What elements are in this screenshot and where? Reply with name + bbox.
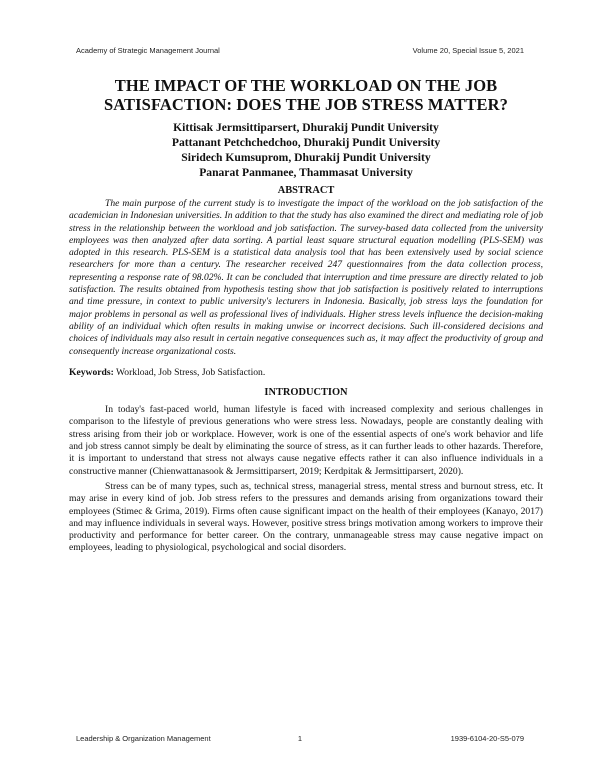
paper-title: THE IMPACT OF THE WORKLOAD ON THE JOB SATISFACTION: DOES THE JOB STRESS MATTER?	[103, 76, 509, 114]
journal-name: Academy of Strategic Management Journal	[76, 46, 220, 55]
page-body	[69, 76, 543, 558]
author-line: Siridech Kumsuprom, Dhurakij Pundit University	[181, 151, 431, 164]
article-code: 1939-6104-20-S5-079	[450, 734, 524, 743]
author-list	[69, 120, 543, 180]
keywords-label: Keywords:	[69, 366, 114, 378]
intro-paragraph: In today's fast-paced world, human lifestyle is faced with increased complexity and serious challenges in comparison to the lifestyle of previous generations who were stress less. Nowadays, people are constantly dealing with stress arising from their job or workplace. However, work is one of the essential aspects of one's work behavior and life and job stress cannot simply be dealt by eliminating the source of stress, as it can further leads to other hazards. Therefore, it is important to understand that stress not always cause negative effects rather it can also influence individuals in a constructive manner (Chienwattanasook & Jermsittiparsert, 2019; Kerdpitak & Jermsittiparsert, 2020).	[69, 404, 543, 477]
footer-journal: Leadership & Organization Management	[76, 734, 211, 743]
introduction-heading: INTRODUCTION	[264, 387, 348, 399]
keywords-value: Workload, Job Stress, Job Satisfaction.	[116, 366, 266, 378]
volume-info: Volume 20, Special Issue 5, 2021	[412, 46, 524, 55]
keywords	[69, 367, 543, 379]
page-number: 1	[297, 734, 303, 743]
author-line: Panarat Panmanee, Thammasat University	[199, 166, 413, 179]
abstract-heading: ABSTRACT	[277, 185, 335, 196]
author-line: Kittisak Jermsittiparsert, Dhurakij Pundit University	[173, 121, 439, 134]
author-line: Pattanant Petchchedchoo, Dhurakij Pundit University	[171, 136, 441, 149]
abstract-text: The main purpose of the current study is to investigate the impact of the workload on the job satisfaction of the academician in Indonesian universities. In addition to that the study has also examined the direct and mediating role of job stress in the relationship between the workload and job satisfaction. The survey-based data collected from the university employees was then analyzed after data sorting. A partial least square structural equation modelling (PLS-SEM) was adopted in this research. PLS-SEM is a statistical data analysis tool that has been extensively used by social science researchers for more than a century. The researcher received 247 questionnaires from the data collection process, representing a response rate of 98.02%. It can be concluded that interruption and time pressure are directly related to job satisfaction. The results obtained from hypothesis testing show that job satisfaction is positively related to interruptions and time pressure, in context to public university's lecturers in Indonesia. Basically, job stress lays the foundation for major problems in personal as well as professional lives of individuals. Higher stress levels influence the decision-making ability of an individual which often results in making unwise or incorrect decisions. Such ill-considered decisions and choices of individuals may also result in certain negative consequences such as, it may affect the productivity of group and consequently increase organizational costs.	[69, 198, 543, 357]
intro-paragraph: Stress can be of many types, such as, technical stress, managerial stress, mental stress and burnout stress, etc. It may arise in every kind of job. Job stress refers to the pressures and demands arising from organizations toward their employees (Stimec & Grima, 2019). Firms often cause significant impact on the health of their employees (Kanayo, 2017) and may influence individuals in several ways. However, positive stress brings motivation among workers to improve their productivity and performance for better career. On the contrary, unmanageable stress may cause negative impact on employees, leading to physiological, psychological and social disorders.	[69, 480, 543, 554]
